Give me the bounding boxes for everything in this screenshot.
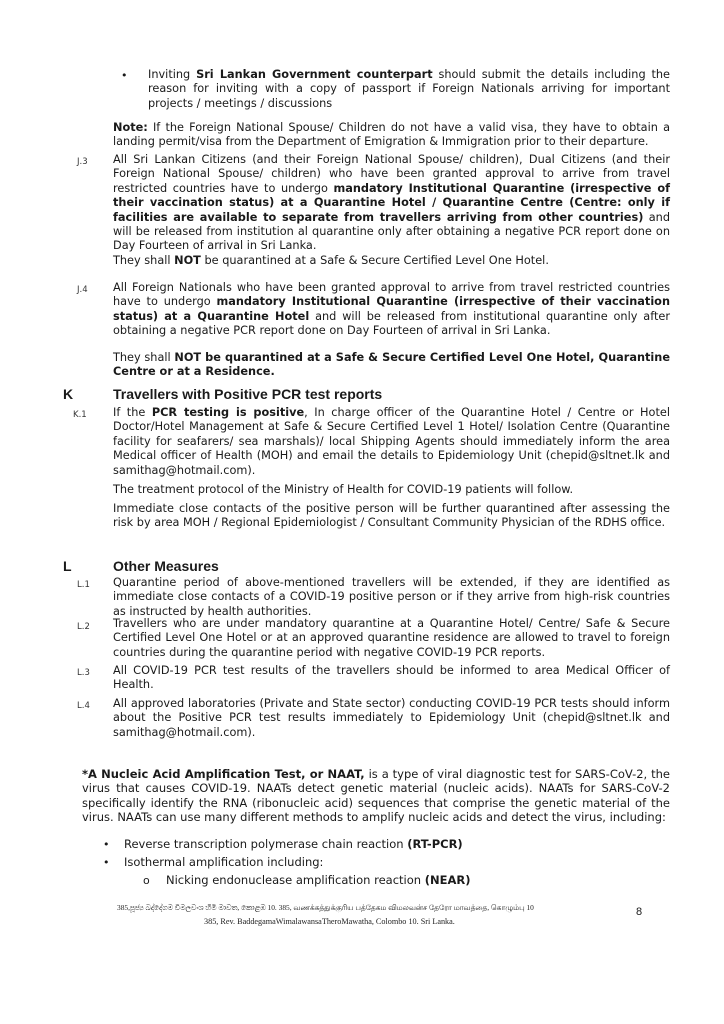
- note-paragraph: [113, 121, 670, 150]
- clause-k1-text: [113, 406, 670, 478]
- naat-footnote: [82, 767, 670, 825]
- clause-number-j3: J.3: [77, 157, 88, 167]
- invite-bullet-text: [148, 68, 670, 111]
- naat-bullet-rtpcr: [124, 837, 664, 851]
- naat-text: is a type of viral diagnostic test for SARS-CoV-2, the virus that causes COVID-19. NAATs detect genetic material (nucleic acids). NAATs for SARS-CoV-2 specifically identify the RNA (ribonucleic acid) sequences that comprise the genetic material of the virus. NAATs can use many different methods to amplify nucleic acids and detect the virus, including:: [82, 767, 670, 825]
- j4-bold-1: mandatory Institutional Quarantine (irrespective of their vaccination status) at a Quarantine Hotel: [113, 295, 670, 323]
- section-title-k: Travellers with Positive PCR test reports: [113, 386, 383, 402]
- clause-k1-treatment: The treatment protocol of the Ministry of Health for COVID-19 patients will follow.: [113, 483, 574, 496]
- j3-text-2: and will be released from institution al quarantine only after obtaining a negative PCR report done on Day Fourteen of arrival in Sri Lanka.: [113, 210, 670, 253]
- section-letter-k: K: [63, 386, 74, 402]
- note-label: Note:: [113, 121, 148, 134]
- clause-k1-contacts: Immediate close contacts of the positive person will be further quarantined after assessing the risk by area MOH / Regional Epidemiologist / Consultant Community Physician of the RDHS office.: [113, 502, 670, 530]
- j3-text-1: All Sri Lankan Citizens (and their Foreign National Spouse/ children), Dual Citizens (and their Foreign National Spouse/ children) who have been granted approval to arrive from travel restricted countries have to undergo: [113, 153, 670, 195]
- clause-number-l2: L.2: [77, 622, 90, 632]
- near-text: Nicking endonuclease amplification reaction: [166, 873, 425, 887]
- j3-shall: They shall: [113, 254, 175, 267]
- invite-text-pre: Inviting: [148, 68, 197, 81]
- k1-pre: If the: [113, 406, 152, 419]
- clause-l1-text: Quarantine period of above-mentioned travellers will be extended, if they are identified as immediate close contacts of a COVID-19 positive person or if they arrive from high-risk countries as instructed by health authorities.: [113, 576, 670, 618]
- k1-post: , In charge officer of the Quarantine Hotel / Centre or Hotel Doctor/Hotel Management at Safe & Secure Certified Level 1 Hotel/ Isolation Centre (Quarantine facility for seafarers/ sea marshals)/ local Shipping Agents should immediately inform the area Medical officer of Health (MOH) and email the details to Epidemiology Unit (chepid@sltnet.lk and samithag@hotmail.com).: [113, 406, 670, 477]
- clause-l3-text: All COVID-19 PCR test results of the travellers should be informed to area Medical Officer of Health.: [113, 664, 670, 692]
- near-bold: (NEAR): [424, 873, 471, 887]
- k1-bold: PCR testing is positive: [151, 406, 305, 419]
- footer-address-english: 385, Rev. BaddegamaWimalawansaTheroMawatha, Colombo 10. Sri Lanka.: [204, 917, 455, 926]
- naat-bold: *A Nucleic Acid Amplification Test, or NAAT,: [82, 767, 365, 781]
- naat-sub-bullet-near: [166, 873, 666, 887]
- footer-address-local: 385,පූජ්‍ය බද්දේගම විමලවංශ හිමි මාවත, කොළඹ 10. 385, வணக்கத்துக்குரிய பத்தேகம விமலவன்ச தேரோ மாவத்தை, கொழும்பு 10: [117, 903, 534, 912]
- j4-text-2: and will be released from institutional quarantine only after obtaining a negative PCR report done on Day Fourteen of arrival in Sri Lanka.: [113, 309, 671, 338]
- clause-l4-text: All approved laboratories (Private and State sector) conducting COVID-19 PCR tests should inform about the Positive PCR test results immediately to Epidemiology Unit (chepid@sltnet.lk and samithag@hotmail.com).: [113, 697, 670, 739]
- invite-text-bold: Sri Lankan Government counterpart: [196, 68, 433, 81]
- clause-number-j4: J.4: [77, 285, 88, 295]
- clause-number-k1: K.1: [73, 410, 87, 420]
- clause-j4-shall-not: [113, 351, 670, 380]
- rtpcr-bold: (RT-PCR): [407, 837, 463, 851]
- clause-j3-text: [113, 153, 670, 254]
- rtpcr-text: Reverse transcription polymerase chain reaction: [124, 837, 408, 851]
- naat-bullet-isothermal: Isothermal amplification including:: [124, 855, 324, 869]
- j4-shall: They shall: [113, 351, 175, 364]
- j3-shall-rest: be quarantined at a Safe & Secure Certified Level One Hotel.: [200, 254, 549, 267]
- j3-not: NOT: [174, 254, 201, 267]
- section-title-l: Other Measures: [113, 558, 219, 574]
- naat-sub-bullet-marker: o: [143, 874, 150, 887]
- clause-l2-text: Travellers who are under mandatory quarantine at a Quarantine Hotel/ Centre/ Safe & Secure Certified Level One Hotel or at an approved quarantine residence are allowed to travel to foreign countries during the quarantine period with negative COVID-19 PCR reports.: [113, 617, 670, 659]
- clause-j3-shall-not: [113, 254, 670, 268]
- naat-bullet-2-marker: •: [103, 856, 110, 869]
- j4-not-bold: NOT be quarantined at a Safe & Secure Certified Level One Hotel, Quarantine Centre or at a Residence.: [113, 351, 670, 379]
- clause-number-l4: L.4: [77, 701, 90, 711]
- bullet-marker: •: [121, 69, 128, 82]
- clause-number-l1: L.1: [77, 580, 90, 590]
- page-number: 8: [636, 906, 643, 918]
- j3-bold-1: mandatory Institutional Quarantine (irrespective of their vaccination status) at a Quarantine Hotel / Quarantine Centre (Centre: only if facilities are available to separate from travellers arriving from other countries): [113, 181, 670, 224]
- clause-number-l3: L.3: [77, 668, 90, 678]
- naat-bullet-1-marker: •: [103, 838, 110, 851]
- j4-text-1: All Foreign Nationals who have been granted approval to arrive from travel restricted countries have to undergo: [113, 281, 670, 309]
- section-letter-l: L: [63, 558, 72, 574]
- clause-j4-text: [113, 281, 670, 339]
- note-text: If the Foreign National Spouse/ Children do not have a valid visa, they have to obtain a landing permit/visa from the Department of Emigration & Immigration prior to their departure.: [113, 121, 670, 149]
- invite-text-post: should submit the details including the reason for inviting with a copy of passport if Foreign Nationals arriving for important projects / meetings / discussions: [148, 68, 671, 110]
